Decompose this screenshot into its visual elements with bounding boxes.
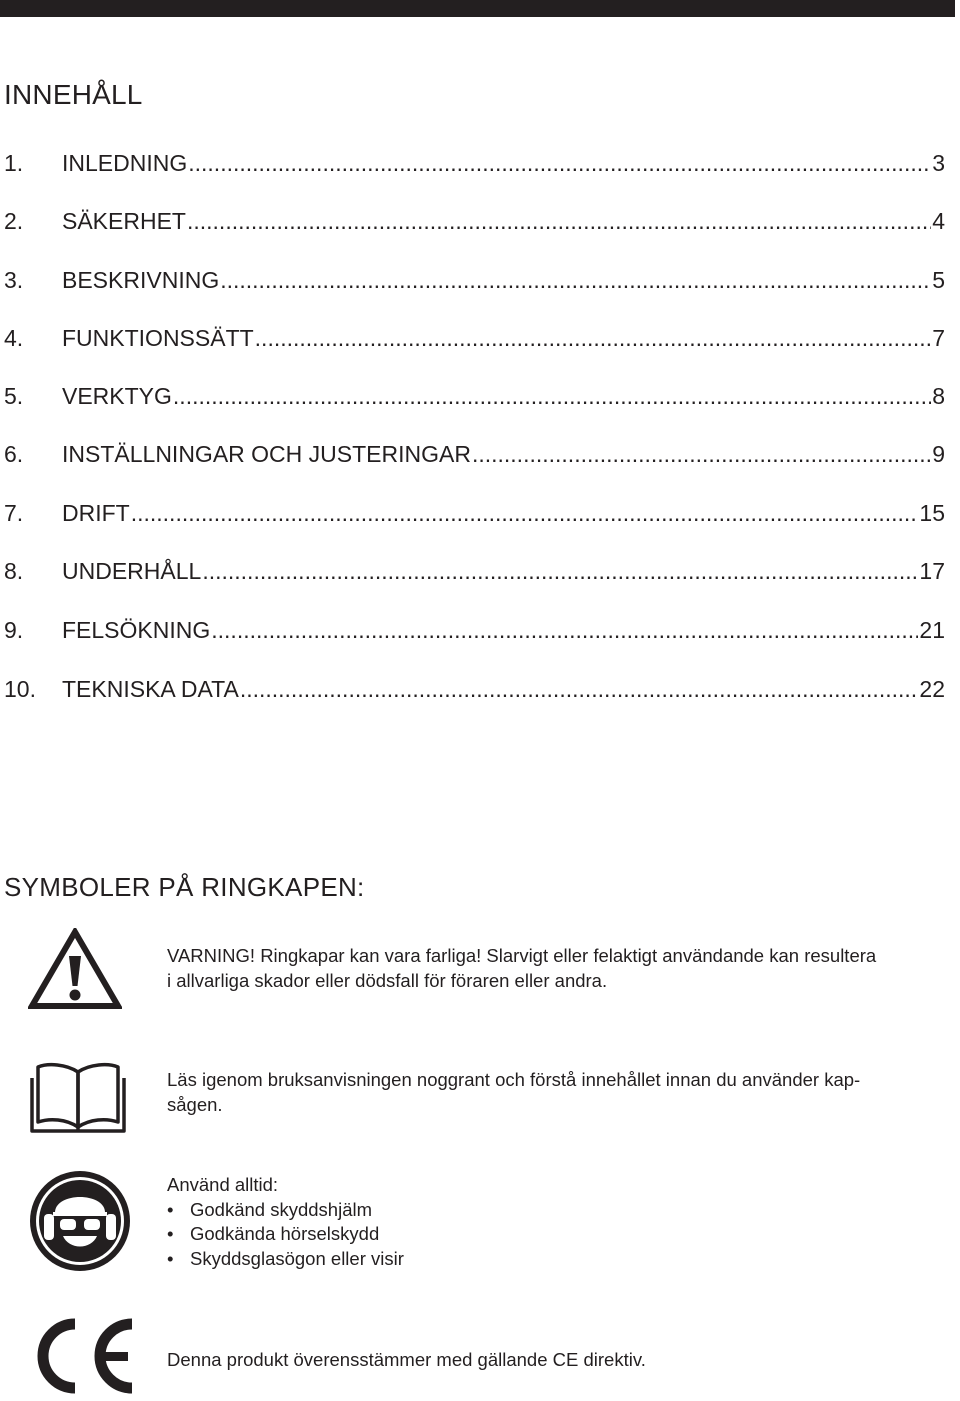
- ppe-text: Använd alltid: • Godkänd skyddshjälm • Godkända hörselskydd • Skyddsglasögon eller visir: [167, 1173, 952, 1271]
- toc-leader: [188, 150, 931, 177]
- list-item: • Godkända hörselskydd: [167, 1222, 952, 1247]
- toc-leader: [240, 676, 919, 703]
- toc-item-number: 10.: [4, 676, 36, 702]
- toc-item-label: TEKNISKA DATA: [62, 676, 239, 702]
- toc-item-number: 7.: [4, 500, 24, 526]
- toc-item-page: 9: [932, 441, 945, 467]
- open-book-icon: [26, 1058, 130, 1134]
- toc-item[interactable]: [0, 150, 945, 180]
- toc-item-label: VERKTYG: [62, 383, 172, 409]
- toc-item-number: 8.: [4, 558, 24, 584]
- toc-item-number: 9.: [4, 617, 24, 643]
- toc-item[interactable]: [0, 500, 945, 530]
- top-bar: [0, 0, 955, 17]
- ce-text: Denna produkt överensstämmer med gällande CE direktiv.: [167, 1349, 646, 1370]
- toc-item-label: FUNKTIONSSÄTT: [62, 325, 254, 351]
- toc-item-label: INLEDNING: [62, 150, 188, 176]
- toc-leader: [187, 208, 931, 235]
- toc-item-number: 5.: [4, 383, 24, 409]
- toc-item[interactable]: [0, 325, 945, 355]
- toc-item-number: 4.: [4, 325, 24, 351]
- toc-item-page: 7: [932, 325, 945, 351]
- toc-leader: [202, 558, 918, 585]
- toc-item-page: 3: [932, 150, 945, 176]
- ppe-list: [167, 1198, 952, 1272]
- toc-leader: [220, 267, 931, 294]
- toc-item[interactable]: [0, 558, 945, 588]
- toc-item-page: 8: [932, 383, 945, 409]
- toc-item-page: 22: [919, 676, 945, 702]
- toc-leader: [131, 500, 919, 527]
- toc-item[interactable]: [0, 267, 945, 297]
- toc-item-label: FELSÖKNING: [62, 617, 211, 643]
- manual-text: Läs igenom bruksanvisningen noggrant och förstå innehållet innan du använder kap- sågen.: [167, 1069, 861, 1115]
- toc-item-number: 3.: [4, 267, 24, 293]
- warning-triangle-icon: [28, 928, 122, 1010]
- toc-leader: [211, 617, 918, 644]
- toc-item-label: INSTÄLLNINGAR OCH JUSTERINGAR: [62, 441, 471, 467]
- toc-item[interactable]: [0, 676, 945, 706]
- toc-item[interactable]: [0, 208, 945, 238]
- ce-mark-icon: [22, 1316, 142, 1396]
- list-item: • Godkänd skyddshjälm: [167, 1198, 952, 1223]
- toc-item-page: 5: [932, 267, 945, 293]
- toc-item[interactable]: [0, 441, 945, 471]
- toc-item-label: UNDERHÅLL: [62, 558, 202, 584]
- toc-item-label: SÄKERHET: [62, 208, 186, 234]
- warning-text: VARNING! Ringkapar kan vara farliga! Slarvigt eller felaktigt användande kan resultera i allvarliga skador eller dödsfall för föraren eller andra.: [167, 945, 877, 991]
- toc-item-label: BESKRIVNING: [62, 267, 220, 293]
- toc-item-page: 15: [919, 500, 945, 526]
- toc-item-number: 2.: [4, 208, 24, 234]
- toc-item[interactable]: [0, 383, 945, 413]
- toc-item-page: 4: [932, 208, 945, 234]
- toc-item-label: DRIFT: [62, 500, 130, 526]
- toc-title: INNEHÅLL: [4, 79, 143, 110]
- protective-gear-icon: [29, 1170, 131, 1272]
- toc-item[interactable]: [0, 617, 945, 647]
- list-item: • Skyddsglasögon eller visir: [167, 1247, 952, 1272]
- toc-leader: [255, 325, 932, 352]
- toc-leader: [173, 383, 931, 410]
- toc-item-number: 1.: [4, 150, 24, 176]
- toc-item-page: 17: [919, 558, 945, 584]
- toc-item-page: 21: [919, 617, 945, 643]
- toc-item-number: 6.: [4, 441, 24, 467]
- symbols-title: SYMBOLER PÅ RINGKAPEN:: [4, 872, 365, 902]
- toc-leader: [472, 441, 931, 468]
